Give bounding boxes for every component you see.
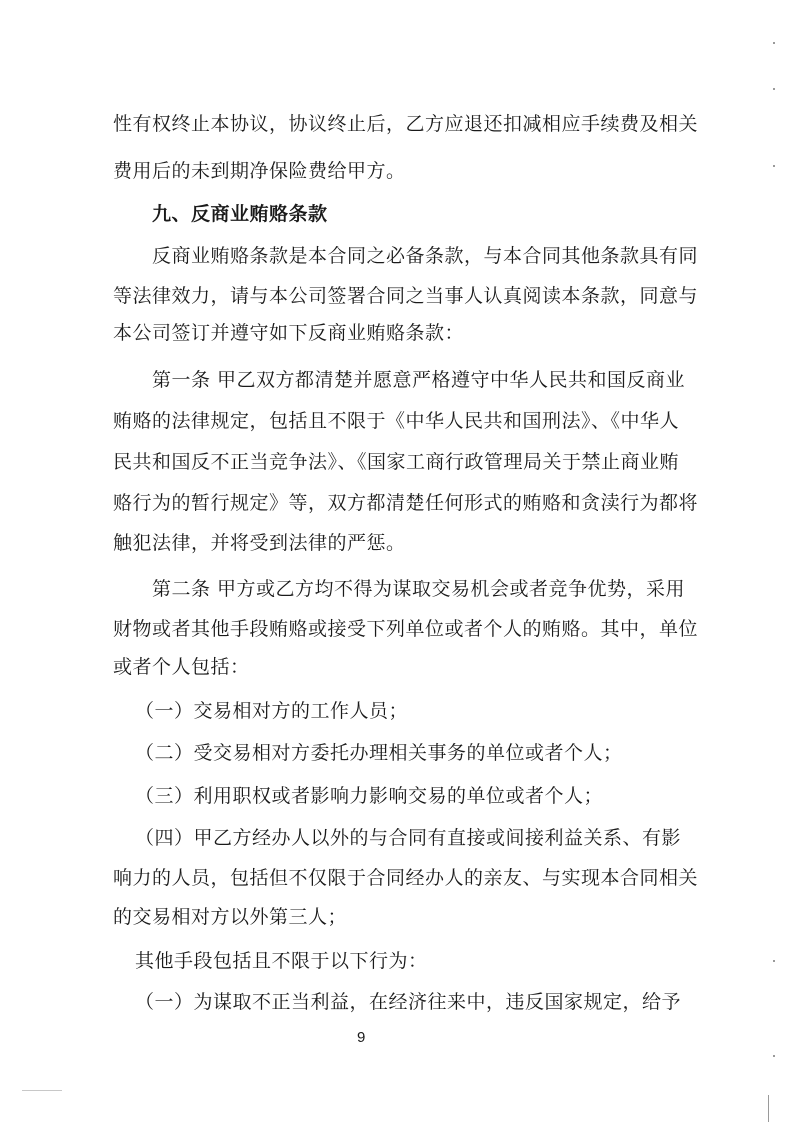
text-line: 贿赂的法律规定，包括且不限于《中华人民共和国刑法》、《中华人 [113, 410, 680, 432]
text-line: 触犯法律，并将受到法律的严惩。 [113, 532, 406, 554]
text-line: 第一条 甲乙双方都清楚并愿意严格遵守中华人民共和国反商业 [152, 369, 686, 391]
page-number: 9 [357, 1029, 366, 1046]
section-heading: 九、反商业贿赂条款 [152, 203, 328, 225]
text-line: 财物或者其他手段贿赂或接受下列单位或者个人的贿赂。其中，单位 [113, 618, 699, 640]
scan-artifact [773, 960, 775, 962]
list-item: （一）为谋取不正当利益，在经济往来中，违反国家规定，给予 [135, 991, 682, 1013]
text-line: 本公司签订并遵守如下反商业贿赂条款： [113, 322, 465, 344]
text-line: 其他手段包括且不限于以下行为： [135, 950, 428, 972]
text-line: 反商业贿赂条款是本合同之必备条款，与本合同其他条款具有同 [152, 245, 699, 267]
text-line: 民共和国反不正当竞争法》、《国家工商行政管理局关于禁止商业贿 [113, 451, 680, 473]
text-line: 第二条 甲方或乙方均不得为谋取交易机会或者竞争优势，采用 [152, 578, 686, 600]
list-item: （三）利用职权或者影响力影响交易的单位或者个人； [135, 785, 604, 807]
list-item: （二）受交易相对方委托办理相关事务的单位或者个人； [135, 742, 623, 764]
text-line: 性有权终止本协议，协议终止后，乙方应退还扣减相应手续费及相关 [113, 113, 699, 135]
list-item: （四）甲乙方经办人以外的与合同有直接或间接利益关系、有影 [135, 827, 682, 849]
scan-artifact [22, 1090, 62, 1091]
scan-artifact [773, 88, 775, 90]
list-item: （一）交易相对方的工作人员； [135, 700, 409, 722]
scan-artifact [773, 165, 775, 167]
text-line: 费用后的未到期净保险费给甲方。 [113, 160, 406, 182]
text-line: 等法律效力，请与本公司签署合同之当事人认真阅读本条款，同意与 [113, 285, 699, 307]
text-line: 赂行为的暂行规定》等，双方都清楚任何形式的贿赂和贪渎行为都将 [113, 492, 699, 514]
text-line: 的交易相对方以外第三人； [113, 906, 348, 928]
scan-artifact [768, 1095, 769, 1122]
scan-artifact [773, 42, 775, 44]
scan-artifact [773, 1055, 775, 1057]
text-line: 或者个人包括： [113, 656, 250, 678]
text-line: 响力的人员，包括但不仅限于合同经办人的亲友、与实现本合同相关 [113, 867, 699, 889]
